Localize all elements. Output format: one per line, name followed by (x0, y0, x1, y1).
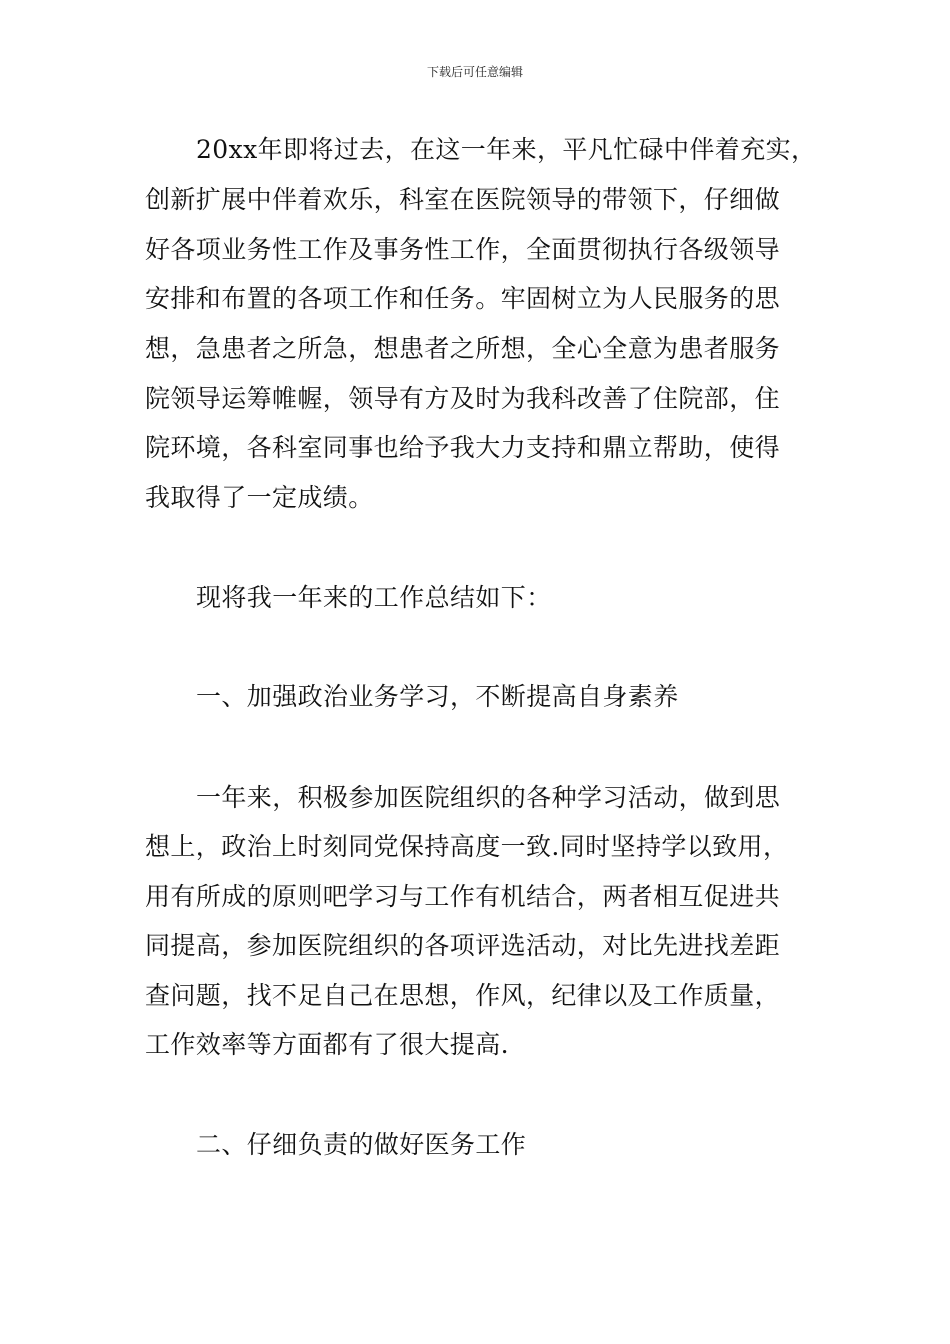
section-heading: 一、加强政治业务学习，不断提高自身素养 (196, 682, 679, 711)
paragraph-line: 现将我一年来的工作总结如下： (196, 583, 552, 612)
paragraph-line: 想，急患者之所急，想患者之所想，全心全意为患者服务 (145, 334, 781, 363)
paragraph-line: 我取得了一定成绩。 (145, 483, 374, 512)
paragraph-line: 安排和布置的各项工作和任务。牢固树立为人民服务的思 (145, 284, 781, 313)
paragraph-line: 院环境，各科室同事也给予我大力支持和鼎立帮助，使得 (145, 433, 781, 462)
paragraph-line: 同提高，参加医院组织的各项评选活动，对比先进找差距 (145, 931, 781, 960)
paragraph-line: 20xx年即将过去，在这一年来，平凡忙碌中伴着充实， (196, 135, 817, 164)
paragraph-line: 一年来，积极参加医院组织的各种学习活动，做到思 (196, 783, 781, 812)
paragraph-line: 院领导运筹帷幄，领导有方及时为我科改善了住院部，住 (145, 384, 781, 413)
paragraph-line: 创新扩展中伴着欢乐，科室在医院领导的带领下，仔细做 (145, 185, 781, 214)
paragraph-line: 工作效率等方面都有了很大提高. (145, 1030, 509, 1059)
section-heading: 二、仔细负责的做好医务工作 (196, 1130, 527, 1159)
paragraph-line: 用有所成的原则吧学习与工作有机结合，两者相互促进共 (145, 882, 781, 911)
paragraph-line: 查问题，找不足自己在思想，作风，纪律以及工作质量， (145, 981, 781, 1010)
page-header: 下载后可任意编辑 (426, 65, 523, 79)
paragraph-line: 好各项业务性工作及事务性工作，全面贯彻执行各级领导 (145, 235, 781, 264)
paragraph-line: 想上，政治上时刻同党保持高度一致.同时坚持学以致用， (145, 832, 789, 861)
